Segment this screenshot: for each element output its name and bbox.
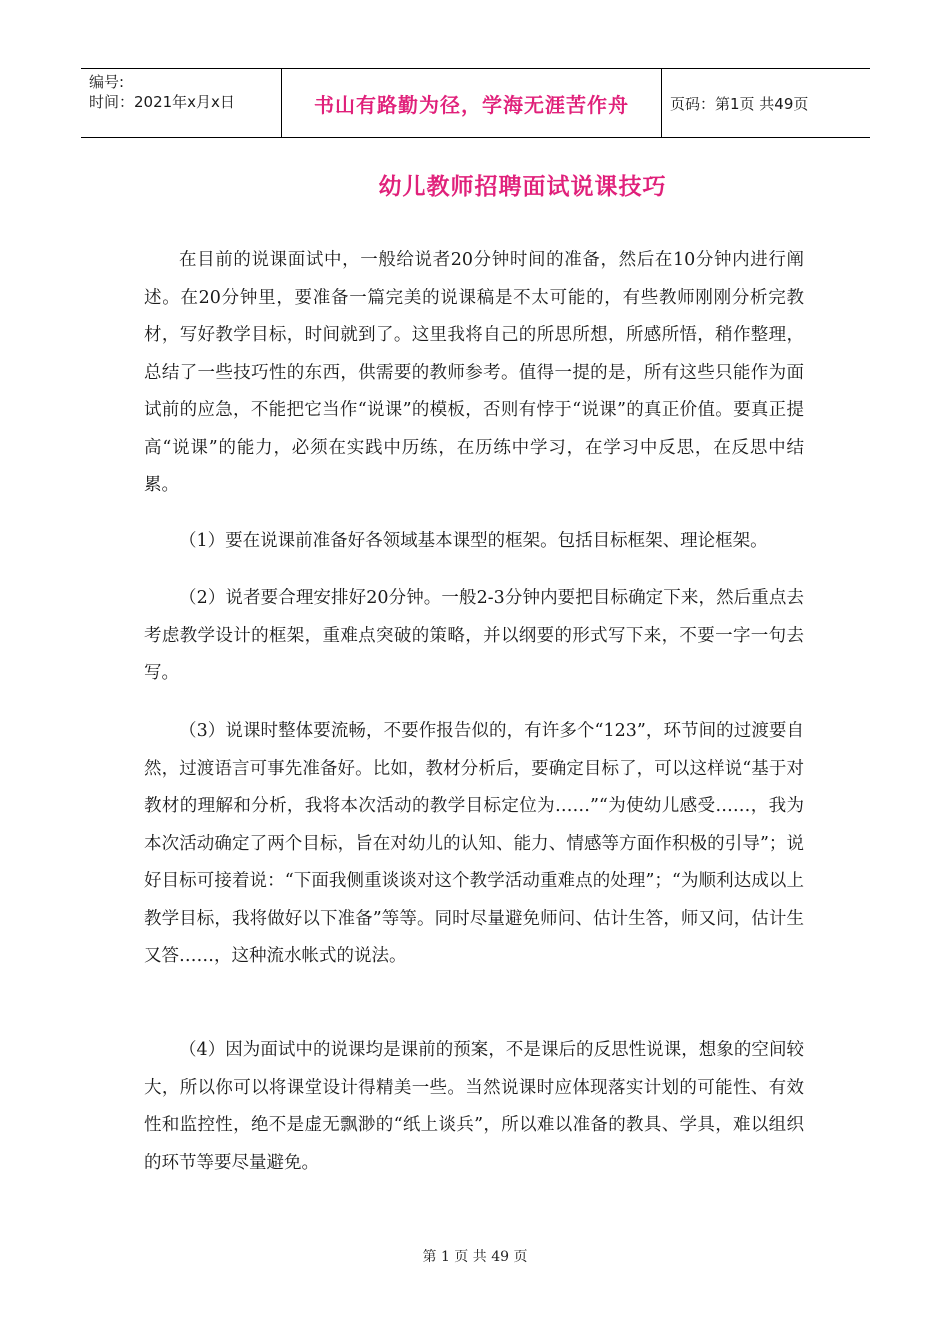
paragraph-point-4: （4）因为面试中的说课均是课前的预案，不是课后的反思性说课，想象的空间较大，所以你可以将课堂设计得精美一些。当然说课时应体现落实计划的可能性、有效性和监控性，绝不是虚无飘渺的“纸上谈兵”，所以难以准备的教具、学具，难以组织的环节等要尽量避免。 [144,1040,804,1173]
document-title: 幼儿教师招聘面试说课技巧 [378,173,667,200]
header-page-cell [662,69,870,137]
paragraph-point-3: （3）说课时整体要流畅，不要作报告似的，有许多个“123”，环节间的过渡要自然，过渡语言可事先准备好。比如，教材分析后，要确定目标了，可以这样说“基于对教材的理解和分析，我将本次活动的教学目标定位为……”“为使幼儿感受……，我为本次活动确定了两个目标，旨在对幼儿的认知、能力、情感等方面作积极的引导”；说好目标可接着说：“下面我侧重谈谈对这个教学活动重难点的处理”；“为顺利达成以上教学目标，我将做好以下准备”等等。同时尽量避免师问、估计生答，师又问，估计生又答……，这种流水帐式的说法。 [144,721,804,966]
document-header [81,68,870,138]
paragraph-intro: 在目前的说课面试中，一般给说者20分钟时间的准备，然后在10分钟内进行阐述。在20分钟里，要准备一篇完美的说课稿是不太可能的，有些教师刚刚分析完教材，写好教学目标，时间就到了。这里我将自己的所思所想，所感所悟，稍作整理，总结了一些技巧性的东西，供需要的教师参考。值得一提的是，所有这些只能作为面试前的应急，不能把它当作“说课”的模板，否则有悖于“说课”的真正价值。要真正提高“说课”的能力，必须在实践中历练，在历练中学习，在学习中反思，在反思中结累。 [144,250,804,495]
document-number-label: 编号: [89,73,125,91]
header-motto: 书山有路勤为径，学海无涯苦作舟 [314,92,629,117]
header-meta-cell [81,69,282,137]
paragraph-point-1: （1）要在说课前准备好各领域基本课型的框架。包括目标框架、理论框架。 [179,531,768,551]
paragraph-point-2: （2）说者要合理安排好20分钟。一般2-3分钟内要把目标确定下来，然后重点去考虑教学设计的框架，重难点突破的策略，并以纲要的形式写下来，不要一字一句去写。 [144,588,804,683]
header-page-info: 页码：第1页 共49页 [670,94,809,113]
page-footer: 第 1 页 共 49 页 [422,1249,528,1265]
document-date-label: 时间：2021年x月x日 [89,93,235,111]
header-motto-cell [282,69,662,137]
